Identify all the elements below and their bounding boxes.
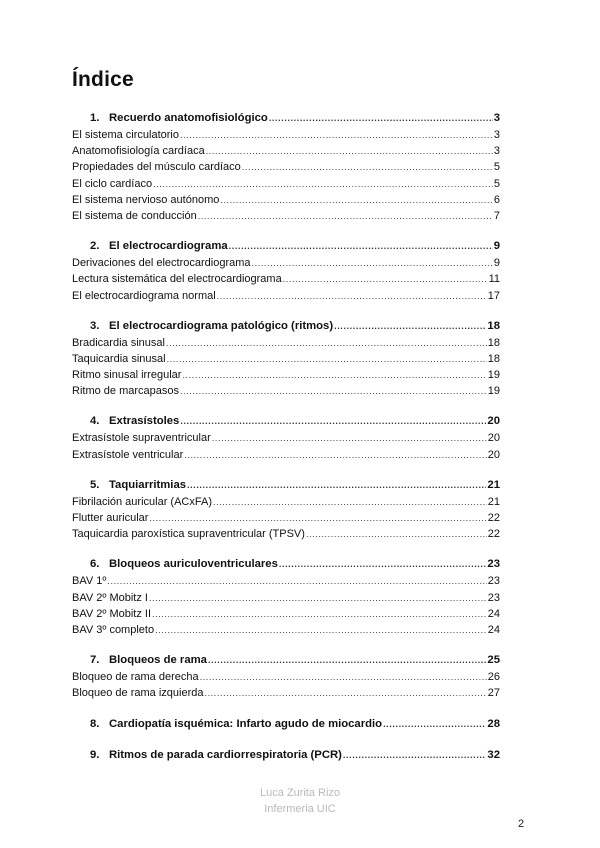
dot-leader [252, 255, 493, 271]
footer-author: Luca Zurita Rizo [259, 787, 341, 799]
toc-entry[interactable] [72, 192, 500, 208]
toc-entry[interactable] [72, 271, 500, 287]
dot-leader [107, 573, 486, 589]
dot-leader [155, 622, 487, 638]
toc-entry-label: BAV 3º completo [72, 623, 155, 636]
toc-entry-label: El sistema de conducción [72, 209, 197, 222]
toc-entry-page: 18 [487, 352, 500, 365]
toc-section [72, 110, 500, 224]
toc-entry-label: Taquicardia sinusal [72, 352, 166, 365]
dot-leader [213, 494, 487, 510]
toc-heading-title: Cardiopatía isquémica: Infarto agudo de miocardio [109, 717, 383, 730]
toc-heading[interactable] [72, 747, 500, 764]
toc-entry-label: Ritmo sinusal irregular [72, 369, 182, 382]
toc-entry-label: Ritmo de marcapasos [72, 385, 179, 398]
dot-leader [180, 127, 493, 143]
toc-entry-page: 6 [493, 193, 500, 206]
toc-heading-label [72, 238, 228, 255]
toc-entry-page: 18 [487, 336, 500, 349]
toc-heading-page: 18 [487, 319, 500, 332]
dot-leader [283, 271, 488, 287]
toc-entry[interactable] [72, 288, 500, 304]
toc-section [72, 652, 500, 701]
page-title: Índice [72, 68, 134, 91]
toc-entry-label: Fibrilación auricular (ACxFA) [72, 495, 212, 508]
toc-section [72, 413, 500, 462]
toc-entry-label: El electrocardiograma normal [72, 289, 216, 302]
toc-heading[interactable] [72, 716, 500, 733]
toc-entry[interactable] [72, 255, 500, 271]
toc-entry-page: 23 [487, 591, 500, 604]
toc-entry[interactable] [72, 669, 500, 685]
toc-entry[interactable] [72, 208, 500, 224]
dot-leader [206, 143, 493, 159]
dot-leader [334, 318, 486, 335]
toc-entry[interactable] [72, 685, 500, 701]
toc-entry[interactable] [72, 143, 500, 159]
toc-entry[interactable] [72, 573, 500, 589]
toc-entry[interactable] [72, 351, 500, 367]
toc-heading-page: 3 [493, 112, 500, 124]
toc-heading-label [72, 556, 278, 573]
toc-entry[interactable] [72, 510, 500, 526]
toc-section [72, 477, 500, 543]
toc-entry[interactable] [72, 447, 500, 463]
toc-heading[interactable] [72, 413, 500, 430]
dot-leader [167, 351, 487, 367]
toc-entry[interactable] [72, 606, 500, 622]
dot-leader [306, 526, 487, 542]
dot-leader [180, 383, 487, 399]
dot-leader [242, 159, 493, 175]
toc-entry-label: Extrasístole ventricular [72, 448, 184, 461]
toc-entry-label: El ciclo cardíaco [72, 177, 153, 190]
toc-heading[interactable] [72, 238, 500, 255]
toc-entry[interactable] [72, 159, 500, 175]
toc-heading-title: Bloqueos auriculoventriculares [109, 558, 278, 571]
toc-heading-page: 21 [487, 478, 500, 491]
toc-heading-page: 25 [487, 654, 500, 667]
toc-heading-number: 1. [90, 112, 100, 124]
toc-entry-label: BAV 1º [72, 575, 107, 588]
toc-heading[interactable] [72, 110, 500, 127]
toc-entry[interactable] [72, 383, 500, 399]
toc-entry-page: 27 [487, 687, 500, 700]
toc-heading[interactable] [72, 652, 500, 669]
toc-entry-label: Anatomofisiología cardíaca [72, 145, 205, 158]
toc-section [72, 556, 500, 638]
toc-entry-page: 9 [493, 257, 500, 270]
toc-heading-page: 28 [487, 717, 500, 730]
toc-entry-label: Extrasístole supraventricular [72, 432, 211, 445]
toc-entry-page: 11 [488, 273, 500, 286]
dot-leader [149, 510, 486, 526]
dot-leader [343, 747, 487, 764]
dot-leader [204, 685, 486, 701]
dot-leader [269, 110, 493, 127]
toc-section [72, 747, 500, 764]
toc-heading[interactable] [72, 556, 500, 573]
dot-leader [220, 192, 493, 208]
dot-leader [383, 716, 486, 733]
toc-entry-label: BAV 2º Mobitz I [72, 591, 148, 604]
toc-heading-page: 23 [487, 558, 500, 571]
toc-heading-number: 7. [90, 654, 100, 667]
toc-heading-label [72, 747, 342, 764]
toc-entry-page: 17 [487, 289, 500, 302]
dot-leader [153, 176, 493, 192]
toc-entry-page: 24 [487, 623, 500, 636]
dot-leader [152, 606, 487, 622]
toc-heading-number: 2. [90, 240, 100, 253]
dot-leader [229, 238, 493, 255]
toc-entry-label: Bradicardia sinusal [72, 336, 165, 349]
toc-heading-label [72, 318, 333, 335]
toc-entry-page: 19 [487, 385, 500, 398]
toc-entry-page: 20 [487, 432, 500, 445]
toc-entry-page: 26 [487, 671, 500, 684]
toc-entry-page: 19 [487, 369, 500, 382]
toc-heading[interactable] [72, 477, 500, 494]
toc-entry-page: 23 [487, 575, 500, 588]
toc-entry[interactable] [72, 622, 500, 638]
toc-heading-title: Bloqueos de rama [109, 654, 207, 667]
toc-entry-page: 22 [487, 528, 500, 541]
toc-heading-title: Recuerdo anatomofisiológico [109, 112, 268, 124]
toc-heading-title: Extrasístoles [109, 415, 180, 428]
toc-entry-page: 20 [487, 448, 500, 461]
toc-heading-number: 8. [90, 717, 100, 730]
toc-heading-number: 9. [90, 748, 100, 761]
toc-heading-number: 6. [90, 558, 100, 571]
dot-leader [208, 652, 486, 669]
toc-entry-page: 3 [493, 145, 500, 158]
dot-leader [200, 669, 487, 685]
toc-entry-label: Lectura sistemática del electrocardiograma [72, 273, 282, 286]
toc-entry-page: 5 [493, 177, 500, 190]
toc-heading-title: Taquiarritmias [109, 478, 187, 491]
toc-heading[interactable] [72, 318, 500, 335]
toc-section [72, 318, 500, 400]
toc-entry-page: 22 [487, 512, 500, 524]
page-number: 2 [518, 818, 525, 830]
toc-entry-page: 7 [493, 209, 500, 222]
toc-entry[interactable] [72, 367, 500, 383]
toc-entry[interactable] [72, 494, 500, 510]
toc-heading-number: 3. [90, 319, 100, 332]
toc-entry[interactable] [72, 526, 500, 542]
toc-heading-number: 4. [90, 415, 100, 428]
toc-entry[interactable] [72, 430, 500, 446]
toc-entry-label: El sistema nervioso autónomo [72, 193, 220, 206]
toc-entry-page: 5 [493, 161, 500, 174]
dot-leader [212, 430, 487, 446]
toc-section [72, 238, 500, 304]
toc-entry-label: Taquicardia paroxística supraventricular (TPSV) [72, 528, 305, 541]
toc-heading-page: 20 [487, 415, 500, 428]
footer-institution: Infermeria UIC [264, 803, 336, 815]
dot-leader [279, 556, 487, 573]
toc-entry[interactable] [72, 176, 500, 192]
toc-section [72, 716, 500, 733]
dot-leader [217, 288, 487, 304]
toc-entry-page: 3 [493, 129, 500, 141]
toc-heading-number: 5. [90, 478, 100, 491]
dot-leader [166, 335, 487, 351]
toc-entry-page: 21 [487, 495, 500, 508]
toc-entry[interactable] [72, 590, 500, 606]
dot-leader [184, 447, 486, 463]
dot-leader [187, 477, 486, 494]
toc-heading-title: Ritmos de parada cardiorrespiratoria (PCR) [109, 748, 342, 761]
dot-leader [198, 208, 493, 224]
footer [0, 785, 600, 817]
toc-heading-label [72, 477, 186, 494]
dot-leader [180, 413, 486, 430]
toc-entry[interactable] [72, 335, 500, 351]
toc-heading-page: 9 [493, 240, 500, 253]
toc-entry-page: 24 [487, 607, 500, 620]
dot-leader [182, 367, 486, 383]
table-of-contents [72, 110, 500, 778]
toc-heading-label [72, 716, 382, 733]
toc-heading-page: 32 [487, 748, 500, 761]
toc-heading-title: El electrocardiograma [109, 240, 228, 253]
toc-entry-label: Bloqueo de rama derecha [72, 671, 199, 684]
toc-heading-label [72, 413, 179, 430]
dot-leader [149, 590, 487, 606]
toc-entry-label: Flutter auricular [72, 512, 149, 524]
toc-heading-label [72, 652, 207, 669]
toc-entry-label: Derivaciones del electrocardiograma [72, 257, 251, 270]
toc-heading-label [72, 110, 268, 127]
toc-entry-label: Bloqueo de rama izquierda [72, 687, 204, 700]
toc-heading-title: El electrocardiograma patológico (ritmos) [109, 319, 334, 332]
toc-entry[interactable] [72, 127, 500, 143]
toc-entry-label: BAV 2º Mobitz II [72, 607, 152, 620]
toc-entry-label: Propiedades del músculo cardíaco [72, 161, 241, 174]
toc-entry-label: El sistema circulatorio [72, 129, 179, 141]
